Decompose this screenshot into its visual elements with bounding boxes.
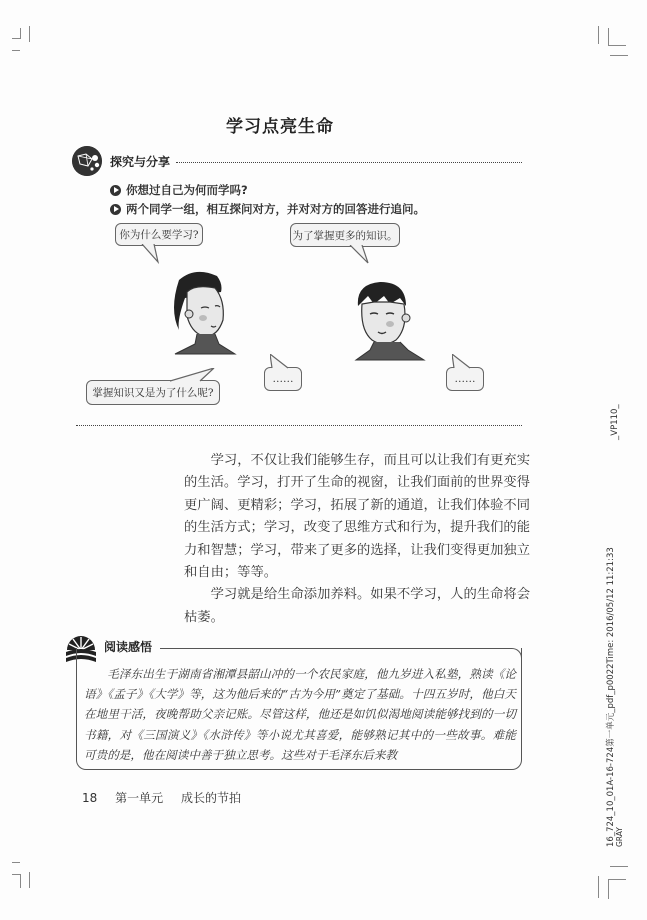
- play-bullet-icon: [110, 204, 121, 215]
- puzzle-globe-icon: [72, 146, 102, 176]
- section-divider: [76, 425, 522, 426]
- speech-bubble-girl-reply: ……: [264, 367, 302, 391]
- crop-mark-tr: [608, 45, 626, 46]
- body-paragraph: 学习就是给生命添加养料。如果不学习，人的生命将会枯萎。: [184, 587, 530, 625]
- page-title: 学习点亮生命: [226, 117, 334, 137]
- section-divider: [176, 162, 522, 163]
- play-bullet-icon: [110, 185, 121, 196]
- bubble-tail: [270, 354, 292, 369]
- page-number: 18: [82, 791, 98, 805]
- crop-mark-br: [608, 879, 609, 899]
- crop-mark-tr: [598, 26, 599, 44]
- girl-illustration: [165, 270, 245, 355]
- crop-mark-br: [608, 879, 626, 880]
- speech-bubble-boy-answer: 为了掌握更多的知识。: [290, 223, 400, 247]
- body-text: [184, 450, 530, 629]
- color-mode: GRAY: [615, 827, 624, 847]
- reading-section-label: 阅读感悟: [104, 640, 153, 654]
- unit-title: 成长的节拍: [180, 791, 241, 805]
- crop-mark-br: [598, 876, 599, 898]
- crop-mark-br: [610, 866, 628, 867]
- crop-mark-bl: [29, 872, 30, 888]
- unit-label: 第一单元: [115, 791, 164, 805]
- prompt-item: 你想过自己为何而学吗?: [110, 182, 248, 198]
- body-paragraph: 学习，不仅让我们能够生存，而且可以让我们有更充实的生活。学习，打开了生命的视窗，让我们面前的世界变得更广阔、更精彩；学习，拓展了新的通道，让我们体验不同的生活方式；学习，改变了思维方式和行为，提升我们的能力和智慧；学习，带来了更多的选择，让我们变得更加独立和自由；等等。: [184, 453, 530, 581]
- print-info: 16_724_10_01A-16-724第一单元_pdf_p0022Time: 2016/05/12 11:21:33: [606, 547, 616, 847]
- prompt-item: 两个同学一组，相互探问对方，并对对方的回答进行追问。: [110, 201, 425, 217]
- crop-mark-tl: [20, 28, 21, 39]
- bubble-tail: [140, 244, 164, 264]
- crop-mark-bl: [12, 874, 20, 875]
- crop-mark-tr: [608, 28, 609, 45]
- print-code: _VP110_: [610, 404, 620, 440]
- crop-mark-tl: [29, 26, 30, 42]
- bubble-tail: [170, 368, 216, 382]
- speech-bubble-girl-followup: 掌握知识又是为了什么呢?: [86, 380, 220, 405]
- boy-illustration: [350, 278, 430, 362]
- speech-bubble-girl-question: 你为什么要学习?: [115, 223, 203, 246]
- crop-mark-tr: [610, 55, 628, 56]
- bubble-tail: [452, 354, 474, 369]
- explore-section-label: 探究与分享: [110, 155, 171, 169]
- crop-mark-tl: [12, 38, 20, 39]
- bubble-tail: [348, 245, 372, 265]
- crop-mark-bl: [12, 862, 20, 863]
- page-footer: [82, 789, 255, 806]
- crop-mark-tl: [12, 50, 20, 51]
- crop-mark-bl: [20, 874, 21, 888]
- speech-bubble-boy-reply: ……: [446, 367, 484, 391]
- reading-text: 毛泽东出生于湖南省湘潭县韶山冲的一个农民家庭，他九岁进入私塾，熟读《论语》《孟子》《大学》等，这为他后来的“古为今用”奠定了基础。十四五岁时，他白天在地里干活，夜晚帮助父亲记账。尽管这样，他还是如饥似渴地阅读能够找到的一切书籍，对《三国演义》《水浒传》等小说尤其喜爱，能够熟记其中的一些故事。难能可贵的是，他在阅读中善于独立思考。这些对于毛泽东后来教: [84, 667, 516, 762]
